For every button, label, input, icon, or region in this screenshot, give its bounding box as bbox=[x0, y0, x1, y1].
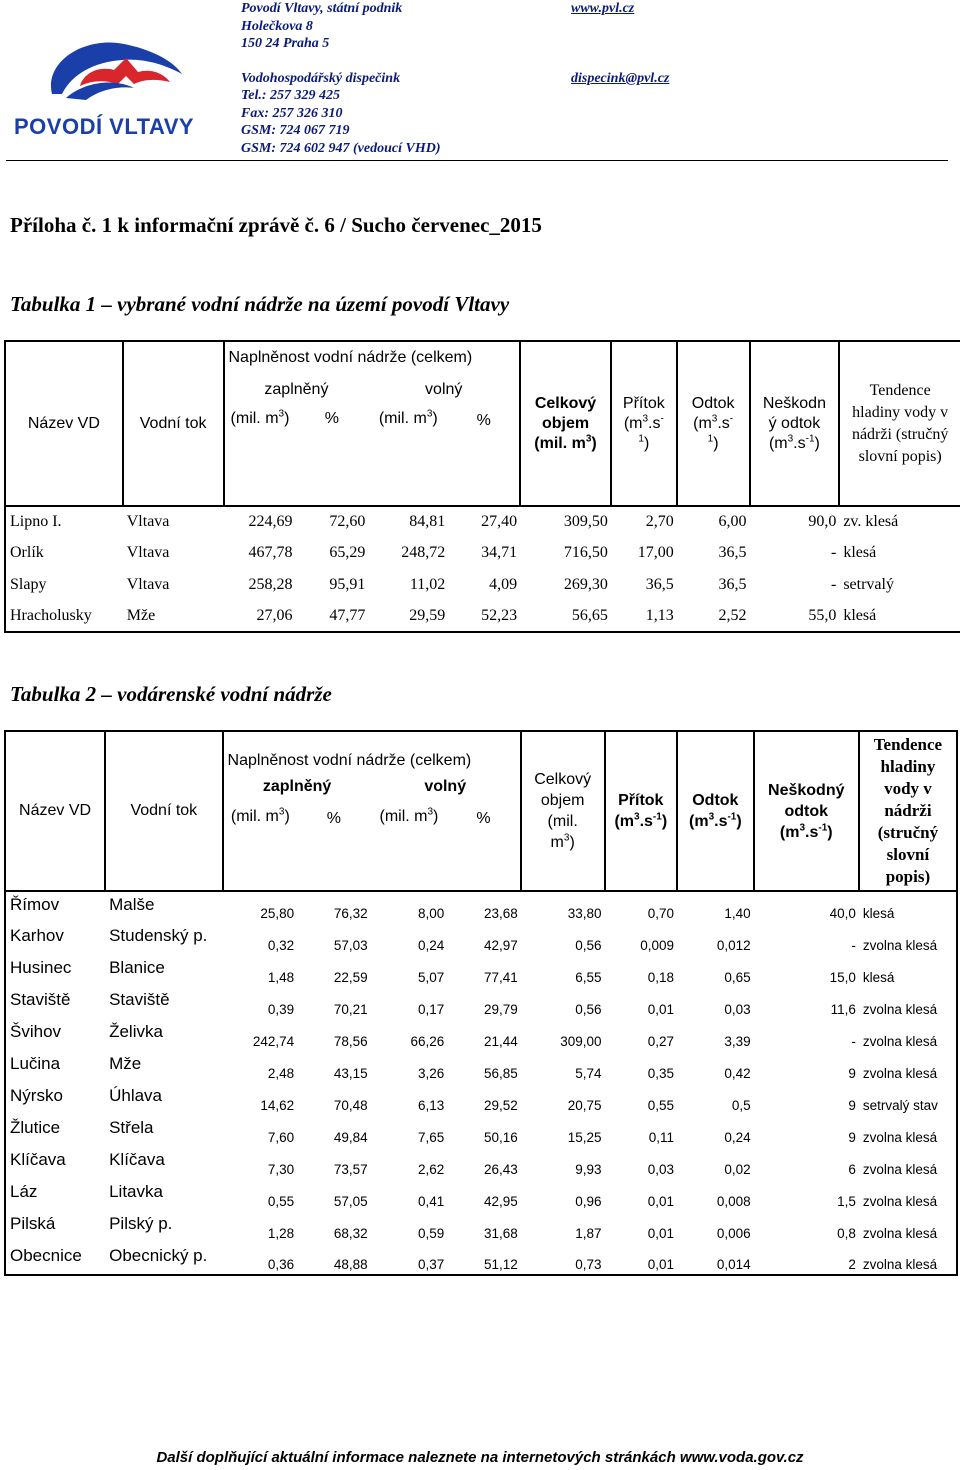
table-row bbox=[5, 1019, 957, 1051]
cell-inflow: 0,01 bbox=[647, 1194, 675, 1209]
fax-line: Fax: 257 326 310 bbox=[241, 105, 343, 121]
cell-v-vol: 66,26 bbox=[410, 1034, 445, 1049]
email-link[interactable]: dispecink@pvl.cz bbox=[571, 71, 670, 86]
cell-trend: klesá bbox=[843, 606, 877, 624]
cell-harmless: - bbox=[830, 575, 837, 593]
cell-outflow: 2,52 bbox=[718, 606, 747, 624]
t2-header-filled: zaplněný bbox=[223, 774, 371, 806]
cell-harmless: 9 bbox=[848, 1130, 856, 1145]
reservoir-name: Hracholusky bbox=[10, 606, 92, 624]
cell-v-pct: 26,43 bbox=[483, 1162, 518, 1177]
river-name: Mže bbox=[109, 1054, 142, 1073]
table-row bbox=[5, 506, 960, 538]
cell-outflow: 0,65 bbox=[724, 970, 751, 985]
t1-header-fill: Naplněnost vodní nádrže (celkem) bbox=[224, 341, 521, 374]
cell-v-pct: 23,68 bbox=[483, 906, 518, 921]
header-divider bbox=[6, 160, 948, 161]
cell-harmless: 2 bbox=[848, 1257, 856, 1272]
cell-total: 15,25 bbox=[567, 1130, 602, 1145]
cell-trend: zvolna klesá bbox=[862, 938, 938, 953]
cell-f-pct: 57,05 bbox=[333, 1194, 368, 1209]
cell-harmless: 90,0 bbox=[808, 513, 837, 531]
reservoir-name: Staviště bbox=[10, 990, 71, 1009]
t1-header-river: Vodní tok bbox=[123, 341, 224, 506]
t1-header-total: Celkový objem (mil. $m^3$) bbox=[520, 341, 611, 506]
cell-harmless: 6 bbox=[848, 1162, 856, 1177]
t2-header-harmless: Neškodný odtok $(m^3.s^{-1})$ bbox=[754, 731, 859, 891]
river-name: Staviště bbox=[109, 990, 170, 1009]
t1-header-free: volný bbox=[425, 381, 463, 398]
reservoir-name: Karhov bbox=[10, 926, 64, 945]
river-name: Vltava bbox=[126, 513, 170, 531]
river-name: Blanice bbox=[109, 958, 165, 977]
cell-inflow: 0,01 bbox=[647, 1002, 675, 1017]
t2-header-trend: Tendence hladiny vody v nádrži (stručný slovní popis) bbox=[859, 731, 957, 891]
t1-header-free-pct: % bbox=[448, 406, 520, 506]
cell-harmless: 15,0 bbox=[829, 970, 856, 985]
cell-trend: klesá bbox=[862, 970, 895, 985]
table-row bbox=[5, 1179, 957, 1211]
company-name: Povodí Vltavy, státní podnik bbox=[241, 1, 403, 16]
cell-trend: zvolna klesá bbox=[862, 1257, 938, 1272]
cell-inflow: 0,27 bbox=[647, 1034, 675, 1049]
cell-f-vol: 1,48 bbox=[267, 970, 295, 985]
reservoir-name: Lipno I. bbox=[10, 513, 62, 531]
cell-f-vol: 0,39 bbox=[267, 1002, 295, 1017]
t2-header-filled-pct: % bbox=[297, 806, 371, 891]
t2-header-river: Vodní tok bbox=[105, 731, 222, 891]
cell-trend: zvolna klesá bbox=[862, 1130, 938, 1145]
cell-v-vol: 0,17 bbox=[417, 1002, 445, 1017]
cell-harmless: 9 bbox=[848, 1066, 856, 1081]
river-name: Litavka bbox=[109, 1182, 163, 1201]
reservoir-name: Římov bbox=[10, 895, 60, 914]
cell-inflow: 0,01 bbox=[647, 1257, 675, 1272]
cell-f-pct: 48,88 bbox=[333, 1257, 368, 1272]
contact-block bbox=[241, 0, 441, 157]
t1-header-outflow: Odtok ($m^3.s^-$ $^1$) bbox=[677, 341, 750, 506]
table2-caption: Tabulka 2 – vodárenské vodní nádrže bbox=[10, 682, 332, 706]
t1-header-trend: Tendence hladiny vody v nádrži (stručný slovní popis) bbox=[839, 341, 960, 506]
t1-header-harmless: Neškodn ý odtok $(m^3.s^{-1})$ bbox=[750, 341, 840, 506]
cell-total: 0,56 bbox=[575, 1002, 602, 1017]
river-name: Želivka bbox=[109, 1022, 163, 1041]
logo-text: POVODÍ VLTAVY bbox=[14, 114, 195, 139]
t1-header-inflow: Přítok ($m^3.s^-$ $^1$) bbox=[611, 341, 677, 506]
cell-harmless: - bbox=[830, 544, 837, 562]
cell-f-pct: 76,32 bbox=[333, 906, 368, 921]
cell-v-pct: 31,68 bbox=[483, 1226, 518, 1241]
t2-header-name: Název VD bbox=[5, 731, 105, 891]
river-name: Klíčava bbox=[109, 1150, 165, 1169]
cell-f-pct: 73,57 bbox=[333, 1162, 368, 1177]
cell-total: 56,65 bbox=[571, 606, 608, 624]
cell-v-pct: 77,41 bbox=[483, 970, 518, 985]
cell-inflow: 1,13 bbox=[645, 606, 674, 624]
river-name: Malše bbox=[109, 895, 155, 914]
cell-harmless: 55,0 bbox=[808, 606, 837, 624]
t2-header-total: Celkový objem (mil. $m^3$) bbox=[521, 731, 605, 891]
table-row bbox=[5, 891, 957, 923]
river-name: Studenský p. bbox=[109, 926, 208, 945]
cell-v-pct: 50,16 bbox=[483, 1130, 518, 1145]
company-street: Holečkova 8 bbox=[241, 18, 313, 34]
cell-total: 20,75 bbox=[567, 1098, 602, 1113]
table-row bbox=[5, 569, 960, 601]
t2-header-fill: Naplněnost vodní nádrže (celkem) bbox=[223, 731, 521, 774]
t1-header-name: Název VD bbox=[5, 341, 123, 506]
cell-v-pct: 56,85 bbox=[483, 1066, 518, 1081]
cell-harmless: 0,8 bbox=[837, 1226, 856, 1241]
cell-f-pct: 78,56 bbox=[333, 1034, 368, 1049]
cell-v-vol: 5,07 bbox=[417, 970, 445, 985]
cell-trend: klesá bbox=[843, 544, 877, 562]
cell-trend: zvolna klesá bbox=[862, 1066, 938, 1081]
cell-harmless: 9 bbox=[848, 1098, 856, 1113]
t2-header-free-pct: % bbox=[447, 806, 521, 891]
gsm-line-1: GSM: 724 067 719 bbox=[241, 123, 350, 138]
cell-f-vol: 27,06 bbox=[256, 606, 293, 624]
cell-total: 269,30 bbox=[563, 575, 608, 593]
cell-outflow: 0,006 bbox=[716, 1226, 751, 1241]
cell-f-vol: 0,55 bbox=[267, 1194, 295, 1209]
cell-f-pct: 22,59 bbox=[333, 970, 368, 985]
river-name: Vltava bbox=[126, 575, 170, 593]
t1-header-filled-vol: (mil. $m^3$) bbox=[224, 406, 296, 506]
t2-header-inflow: Přítok $(m^3.s^{-1})$ bbox=[605, 731, 678, 891]
cell-total: 1,87 bbox=[575, 1226, 602, 1241]
t1-header-filled-pct: % bbox=[295, 406, 368, 506]
river-name: Vltava bbox=[126, 544, 170, 562]
cell-total: 0,73 bbox=[575, 1257, 602, 1272]
table1-caption: Tabulka 1 – vybrané vodní nádrže na území povodí Vltavy bbox=[10, 292, 510, 316]
river-name: Mže bbox=[126, 606, 156, 624]
cell-v-vol: 8,00 bbox=[417, 906, 445, 921]
cell-inflow: 0,01 bbox=[647, 1226, 675, 1241]
cell-total: 716,50 bbox=[563, 544, 608, 562]
table-row bbox=[5, 923, 957, 955]
page-title: Příloha č. 1 k informační zprávě č. 6 / Sucho červenec_2015 bbox=[10, 213, 542, 237]
cell-outflow: 0,42 bbox=[724, 1066, 751, 1081]
table-row bbox=[5, 1115, 957, 1147]
cell-f-pct: 70,21 bbox=[333, 1002, 368, 1017]
cell-trend: setrvalý bbox=[843, 575, 894, 593]
table-row bbox=[5, 1051, 957, 1083]
cell-outflow: 36,5 bbox=[718, 544, 747, 562]
cell-total: 9,93 bbox=[575, 1162, 602, 1177]
cell-inflow: 0,009 bbox=[640, 938, 675, 953]
cell-f-pct: 95,91 bbox=[329, 575, 366, 593]
cell-trend: zvolna klesá bbox=[862, 1194, 938, 1209]
reservoir-name: Orlík bbox=[10, 544, 44, 562]
cell-trend: zvolna klesá bbox=[862, 1226, 938, 1241]
reservoir-name: Lučina bbox=[10, 1054, 61, 1073]
cell-outflow: 0,02 bbox=[724, 1162, 751, 1177]
cell-inflow: 0,55 bbox=[647, 1098, 675, 1113]
reservoir-name: Švihov bbox=[10, 1022, 62, 1041]
cell-v-pct: 29,52 bbox=[483, 1098, 518, 1113]
cell-v-vol: 29,59 bbox=[409, 606, 446, 624]
cell-outflow: 36,5 bbox=[718, 575, 747, 593]
cell-v-pct: 34,71 bbox=[481, 544, 518, 562]
cell-outflow: 0,5 bbox=[731, 1098, 751, 1113]
t2-header-free-vol: (mil. $m^3$) bbox=[371, 806, 448, 891]
reservoir-name: Nýrsko bbox=[10, 1086, 63, 1105]
reservoir-name: Žlutice bbox=[10, 1118, 61, 1137]
table2 bbox=[4, 730, 958, 1276]
dispatch-name: Vodohospodářský dispečink bbox=[241, 70, 401, 86]
reservoir-name: Pilská bbox=[10, 1214, 56, 1233]
cell-f-vol: 0,36 bbox=[267, 1257, 295, 1272]
cell-trend: zv. klesá bbox=[843, 513, 899, 531]
river-name: Střela bbox=[109, 1118, 154, 1137]
cell-v-vol: 0,41 bbox=[417, 1194, 445, 1209]
cell-inflow: 0,18 bbox=[647, 970, 675, 985]
cell-v-vol: 0,59 bbox=[417, 1226, 445, 1241]
cell-total: 0,56 bbox=[575, 938, 602, 953]
cell-trend: zvolna klesá bbox=[862, 1162, 938, 1177]
cell-outflow: 0,014 bbox=[716, 1257, 751, 1272]
cell-f-vol: 14,62 bbox=[260, 1098, 295, 1113]
cell-v-vol: 7,65 bbox=[417, 1130, 445, 1145]
cell-f-pct: 47,77 bbox=[329, 606, 366, 624]
cell-f-pct: 57,03 bbox=[333, 938, 368, 953]
cell-v-vol: 0,24 bbox=[417, 938, 445, 953]
t2-header-free: volný bbox=[424, 777, 467, 795]
company-city: 150 24 Praha 5 bbox=[241, 36, 330, 51]
cell-outflow: 1,40 bbox=[724, 906, 751, 921]
cell-outflow: 3,39 bbox=[724, 1034, 751, 1049]
cell-f-pct: 43,15 bbox=[333, 1066, 368, 1081]
cell-total: 0,96 bbox=[575, 1194, 602, 1209]
t1-header-filled: zaplněný bbox=[224, 374, 369, 406]
table-row bbox=[5, 987, 957, 1019]
cell-total: 33,80 bbox=[567, 906, 602, 921]
cell-v-pct: 51,12 bbox=[483, 1257, 518, 1272]
cell-v-pct: 29,79 bbox=[483, 1002, 518, 1017]
cell-outflow: 6,00 bbox=[718, 513, 747, 531]
cell-trend: zvolna klesá bbox=[862, 1002, 938, 1017]
cell-f-vol: 467,78 bbox=[248, 544, 293, 562]
cell-inflow: 0,11 bbox=[648, 1130, 675, 1145]
cell-harmless: 40,0 bbox=[829, 906, 856, 921]
cell-outflow: 0,24 bbox=[724, 1130, 751, 1145]
cell-f-pct: 70,48 bbox=[333, 1098, 368, 1113]
cell-v-pct: 27,40 bbox=[481, 513, 518, 531]
cell-total: 5,74 bbox=[575, 1066, 602, 1081]
cell-inflow: 0,70 bbox=[647, 906, 675, 921]
cell-f-vol: 242,74 bbox=[252, 1034, 295, 1049]
table-row bbox=[5, 1211, 957, 1243]
cell-total: 309,00 bbox=[560, 1034, 602, 1049]
t1-header-free-vol: (mil. $m^3$) bbox=[368, 406, 448, 506]
t2-header-outflow: Odtok $(m^3.s^{-1})$ bbox=[677, 731, 754, 891]
cell-outflow: 0,012 bbox=[716, 938, 751, 953]
company-logo bbox=[14, 22, 214, 137]
table-row bbox=[5, 601, 960, 633]
cell-v-vol: 11,02 bbox=[409, 575, 446, 593]
cell-f-pct: 68,32 bbox=[333, 1226, 368, 1241]
reservoir-name: Obecnice bbox=[10, 1246, 82, 1265]
cell-trend: klesá bbox=[862, 906, 895, 921]
cell-v-vol: 3,26 bbox=[417, 1066, 445, 1081]
gsm-line-2: GSM: 724 602 947 (vedoucí VHD) bbox=[241, 140, 441, 156]
cell-f-vol: 1,28 bbox=[267, 1226, 295, 1241]
cell-f-vol: 2,48 bbox=[267, 1066, 295, 1081]
cell-trend: setrvalý stav bbox=[862, 1098, 938, 1113]
cell-v-vol: 6,13 bbox=[417, 1098, 445, 1113]
table-row bbox=[5, 1083, 957, 1115]
cell-v-pct: 4,09 bbox=[489, 575, 518, 593]
cell-inflow: 0,35 bbox=[647, 1066, 675, 1081]
cell-harmless: 1,5 bbox=[837, 1194, 856, 1209]
reservoir-name: Slapy bbox=[10, 575, 47, 593]
cell-f-pct: 65,29 bbox=[329, 544, 366, 562]
cell-f-pct: 72,60 bbox=[329, 513, 366, 531]
table-row bbox=[5, 1243, 957, 1275]
cell-v-vol: 0,37 bbox=[417, 1257, 445, 1272]
cell-inflow: 2,70 bbox=[645, 513, 674, 531]
cell-v-pct: 42,95 bbox=[483, 1194, 518, 1209]
cell-harmless: 11,6 bbox=[830, 1002, 856, 1017]
cell-harmless: - bbox=[851, 938, 856, 953]
cell-v-pct: 42,97 bbox=[483, 938, 518, 953]
reservoir-name: Klíčava bbox=[10, 1150, 66, 1169]
table-row bbox=[5, 538, 960, 570]
cell-outflow: 0,008 bbox=[716, 1194, 751, 1209]
cell-outflow: 0,03 bbox=[724, 1002, 751, 1017]
cell-v-vol: 248,72 bbox=[401, 544, 446, 562]
cell-f-vol: 258,28 bbox=[248, 575, 293, 593]
cell-total: 6,55 bbox=[575, 970, 602, 985]
cell-trend: zvolna klesá bbox=[862, 1034, 938, 1049]
cell-v-vol: 84,81 bbox=[409, 513, 446, 531]
cell-f-vol: 25,80 bbox=[260, 906, 295, 921]
table-row bbox=[5, 955, 957, 987]
cell-f-vol: 0,32 bbox=[267, 938, 295, 953]
cell-inflow: 36,5 bbox=[645, 575, 674, 593]
website-link[interactable]: www.pvl.cz bbox=[571, 1, 635, 16]
cell-f-vol: 7,30 bbox=[267, 1162, 295, 1177]
cell-v-pct: 21,44 bbox=[483, 1034, 518, 1049]
cell-inflow: 0,03 bbox=[647, 1162, 675, 1177]
tel-line: Tel.: 257 329 425 bbox=[241, 88, 341, 103]
reservoir-name: Husinec bbox=[10, 958, 72, 977]
table1 bbox=[4, 340, 960, 633]
river-name: Úhlava bbox=[109, 1086, 163, 1105]
cell-total: 309,50 bbox=[563, 513, 608, 531]
footer-note: Další doplňující aktuální informace naleznete na internetových stránkách www.voda.gov.cz bbox=[156, 1449, 804, 1466]
table-row bbox=[5, 1147, 957, 1179]
cell-inflow: 17,00 bbox=[637, 544, 674, 562]
cell-f-pct: 49,84 bbox=[333, 1130, 368, 1145]
river-name: Pilský p. bbox=[109, 1214, 173, 1233]
river-name: Obecnický p. bbox=[109, 1246, 208, 1265]
cell-v-vol: 2,62 bbox=[417, 1162, 445, 1177]
cell-harmless: - bbox=[851, 1034, 856, 1049]
reservoir-name: Láz bbox=[10, 1182, 38, 1201]
t2-header-filled-vol: (mil. $m^3$) bbox=[223, 806, 298, 891]
cell-f-vol: 7,60 bbox=[267, 1130, 295, 1145]
cell-v-pct: 52,23 bbox=[481, 606, 518, 624]
cell-f-vol: 224,69 bbox=[248, 513, 293, 531]
